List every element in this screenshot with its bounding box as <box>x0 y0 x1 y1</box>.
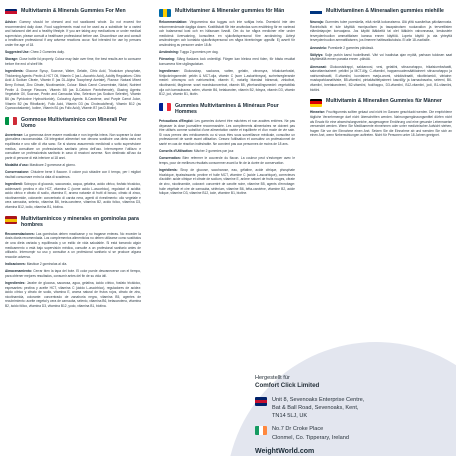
paragraph-text: Fruchtgummis sollten gekaut und nicht im Ganzen geschluckt werden. Die empfohlene tägliche Verzehrmenge darf nicht überschritten werden. Nahrungsergänzungsmittel dürfen nicht als Ersatz für eine abwechslungsreiche, ausgewogene Ernährung und eine gesunde Lebensweise verwendet werden. Wenn Sie Medikamente einnehmen oder unter medizinischer Aufsicht stehen, fragen Sie vor der Einnahme einen Arzt. Setzen Sie die Einnahme ab und wenden Sie sich an einen Arzt, wenn Nebenwirkungen auftreten. Nicht für Personen unter 18 Jahren geeignet. <box>310 110 453 138</box>
section-title: Multivitamin & Mineralien Gummies für Männer <box>326 98 442 105</box>
paragraph-label: Ingredienti: <box>5 182 23 187</box>
section-paragraph <box>5 57 141 66</box>
paragraph-text: Glucose Syrup, Sucrose, Water, Gelatin, Citric Acid, Tricalcium phosphate, Thickening Agents: Pectin & HCT Oil, Vitamin C (as L-Ascorbic Acid), Acidity Regulators: Citric Acid & Sodium Citrate, Vitamin E (as DL-Alpha Tocopheryl Acetate), Flavour: Natural Mixed Berry Extract, Zinc Citrate, Nicotinamide, Colour: Black Carrot Concentrate, Nickel, Nutrient Pectin & Orange Flavours, Vitamin B5 (as D-Calcium Pantothenate), Glazing Agents: Vegetable Oil, Sucrose, Pectin and Carnauba Wax, Selenium (as Sodium Selenite), Vitamin B6 (as Pyridoxine Hydrochloride), Colouring Agents: B-Carotene, and Purple Carrot Juice, Vitamin B2 (as Riboflavin), Folic Acid, Vitamin D3 (as Cholecalciferol), Vitamin B12 (as Cyanocobalamin), Iodine, Vitamin B1 (as Folic Acid), Vitamin B7 (as D-Biotin). <box>5 69 142 111</box>
section-header <box>310 98 452 107</box>
section-paragraph <box>310 53 452 62</box>
paragraph-label: Modalità d'uso: <box>5 163 29 167</box>
section-sv <box>159 8 295 97</box>
section-paragraph <box>159 168 295 196</box>
section-paragraph <box>5 20 141 48</box>
paragraph-text: Stäng flaskans lock ordentligt. Färgen kan blekna med tiden, för bästa resultat konsumera före utgångsdatum. <box>159 57 295 67</box>
paragraph-text: Sulje purkin kansi huolellisesti. Väri voi haalistua ajan myötä, parhaan tuloksen saat käyttämällä ennen parasta ennen -päivää. <box>310 52 452 62</box>
manufacturer-block <box>255 374 445 456</box>
es-flag-icon <box>5 216 17 224</box>
section-header <box>5 216 141 229</box>
paragraph-text: Jarabe de glucosa, sacarosa, agua, gelatina, ácido cítrico, fosfato tricálcico, espesantes: pectina y aceite HCT, vitamina C (ácido L-ascórbico), reguladores de acidez: ácido cítrico y citrato de sodio, vitamina E, aroma natural de frutos rojos, citrato de zinc, nicotinamida, colorante: concentrado de zanahoria negra, vitamina B5, agentes de recubrimiento: aceite vegetal y cera de carnauba, selenio, vitamina B6, betacaroteno, vitamina B2, ácido fólico, vitamina D3, vitamina B12, yodo, vitamina B1, biotina. <box>5 280 142 308</box>
section-title: Multivitamiinen & Mineraalien gummies miehille <box>326 8 444 14</box>
paragraph-text: Sciroppo di glucosio, saccarosio, acqua, gelatina, acido citrico, fosfato tricalcico, addensanti: pectina e olio HCT, vitamina C (come acido L-ascorbico), regolatori di acidità: acido citrico e citrato di sodio, vitamina E, aroma naturale di frutti di bosco, citrato di zinco, nicotinammide, colorante: concentrato di carota nera, agenti di rivestimento: olio vegetale e cera carnauba, selenio, vitamina B6, beta-carotene, vitamina B2, acido folico, vitamina D3, vitamina B12, iodio, vitamina B1, biotina. <box>5 182 141 210</box>
paragraph-label: Avvertenze: <box>5 132 24 137</box>
section-header <box>5 8 141 17</box>
paragraph-label: Ainesosat: <box>310 64 327 69</box>
section-title: Multivitamínicos y minerales en gominolas para hombres <box>21 215 139 229</box>
manufacturer-title: Hergestellt für <box>255 375 290 381</box>
paragraph-label: Förvaring: <box>159 57 176 62</box>
section-title: Gummies Multivitamines & Minéraux Pour Hommes <box>175 102 279 116</box>
paragraph-text: Gummy should be chewed and not swallowed whole. Do not exceed the recommended daily dose. Food supplements must not be used as a substitute for a varied and balanced diet and a healthy lifestyle. If you are taking any medications or under medical supervision, please consult a healthcare professional before use. Discontinue use and consult a healthcare professional if any adverse reactions occur. Not intended for use by persons under the age of 18. <box>5 20 142 48</box>
section-title: Multivitamin & Minerals Gummies For Men <box>21 8 126 14</box>
paragraph-label: Recomendaciones: <box>5 231 35 236</box>
section-header <box>310 8 452 17</box>
section-paragraph <box>159 57 295 66</box>
section-paragraph <box>159 156 295 165</box>
paragraph-text: Sirop de glucose, saccharose, eau, gélatine, acide citrique, phosphate tricalcique, épaississants: pectine et huile MCT, vitamine C (acide L-ascorbique), correcteurs d'acidité: acide citrique et citrate de sodium, vitamine E, arôme naturel de fruits rouges, citrate de zinc, nicotinamide, colorant: concentré de carotte noire, vitamine B5, agents d'enrobage: huile végétale et cire de carnauba, sélénium, vitamine B6, bêta-carotène, vitamine B2, acide folique, vitamine D3, vitamine B12, iode, vitamine B1, biotine. <box>159 168 295 196</box>
section-header <box>5 117 141 130</box>
paragraph-label: Användning: <box>159 50 179 55</box>
paragraph-label: Ingredients: <box>5 69 24 74</box>
column-2 <box>159 8 295 202</box>
ireland-flag-icon <box>255 426 267 435</box>
sv-flag-icon <box>159 9 171 17</box>
de-flag-icon <box>310 99 322 107</box>
paragraph-label: Ingredientes: <box>5 280 26 285</box>
uk-flag-icon <box>255 397 267 406</box>
section-es <box>5 216 141 309</box>
section-header <box>159 103 295 116</box>
paragraph-label: Annostelu: <box>310 45 327 50</box>
paragraph-text: Tugga 2 gummies per dag. <box>179 50 219 55</box>
paragraph-label: Ingrédients: <box>159 168 178 173</box>
section-de <box>310 98 452 138</box>
paragraph-text: Bien refermer le couvercle du flacon. La couleur peut s'estomper avec le temps, pour de meilleurs résultats consommer avant la fin de la durée de conservation. <box>159 156 296 165</box>
paragraph-label: Indicaciones: <box>5 261 26 266</box>
paragraph-text: Pureskele 2 gummies päivässä. <box>327 45 374 50</box>
paragraph-label: Suggested Use: <box>5 50 30 55</box>
section-paragraph <box>5 50 141 55</box>
paragraph-text: Masticare 2 gommose al giorno. <box>29 163 76 167</box>
paragraph-label: Almacenamiento: <box>5 269 33 274</box>
section-it <box>5 117 141 210</box>
fi-flag-icon <box>310 9 322 17</box>
paragraph-text: Glukoosisiirappi, sakkaroosi, vesi, gelatiini, sitruunahappo, trikalsiumfosfaatti, sakeuttamisaineet: pektiini ja MCT-öljy, C-vitamiini, happamuudensäätöaineet: sitruunahappo ja natriumsitraatti, E-vitamiini, luontainen marja-aromi, sinkkisitraatti, nikotiiniamidi, väriaine: mustaporkkanatiiviste, B5-vitamiini, pintakäsittelyaineet: kasviöljy ja karnaubavaha, seleeni, B6-vitamiini, beetakaroteeni, B2-vitamiini, foolihappo, D3-vitamiini, B12-vitamiini, jodi, B1-vitamiini, biotiini. <box>310 64 452 92</box>
section-paragraph <box>310 20 452 43</box>
uk-address-row <box>255 396 445 420</box>
paragraph-text: Chew 2 Gummies daily. <box>30 50 65 55</box>
section-paragraph <box>5 133 141 161</box>
paragraph-text: Gummies tulee pureskella, eikä niellä kokonaisena. Älä ylitä suositeltua päiväannosta. Ravintolisiä ei tule käyttää monipuolisen ja tasapainoisen ruokavalion ja terveellisten elämäntapojen korvaajana. Jos käytät lääkkeitä tai olet lääkärin valvonnassa, keskustele terveydenhuollon ammattilaisen kanssa ennen käyttöä. Lopeta käyttö ja ota yhteyttä terveydenhuollon ammattilaiseen, jos ilmenee haittavaikutuksia. Ei alle 18-vuotiaille. <box>310 20 452 43</box>
paragraph-text: Les gummies doivent être mâchées et non avalées entières. Ne pas dépasser la dose journalière recommandée. Les compléments alimentaires ne doivent pas être utilisés comme substitut d'une alimentation variée et équilibrée et d'un mode de vie sain. Si vous prenez des médicaments ou si vous êtes sous surveillance médicale, consultez un professionnel de santé avant utilisation. Cessez l'utilisation et consultez un professionnel de santé en cas de réaction indésirable. Ne convient pas aux personnes de moins de 18 ans. <box>159 118 295 146</box>
section-paragraph <box>310 110 452 138</box>
it-flag-icon <box>5 117 17 125</box>
column-3 <box>310 8 452 144</box>
section-paragraph <box>159 20 295 48</box>
section-fr <box>159 103 295 196</box>
en-flag-icon <box>5 9 17 17</box>
section-paragraph <box>159 69 295 97</box>
paragraph-text: Close bottle lid properly. Colour may fade over time, the best results are to consume before the end of shelf life. <box>5 57 141 67</box>
paragraph-text: Chiudere bene il flacone. Il colore può sbiadire con il tempo, per i migliori risultati consumare entro la data di scadenza. <box>5 170 141 179</box>
section-paragraph <box>5 232 141 260</box>
paragraph-label: Advice: <box>5 20 17 24</box>
column-1 <box>5 8 141 315</box>
paragraph-text: La gommosa deve essere masticata e non ingerita intera. Non superare la dose giornaliera raccomandata. Gli integratori alimentari non devono sostituire una dieta varia ed equilibrata e uno stile di vita sano. Se si stanno assumendo medicinali o sotto supervisione medica, consultare un professionista sanitario prima dell'uso. Interrompere l'utilizzo e consultare un professionista sanitario in caso di reazioni avverse. Non destinato all'uso da parte di persone di età inferiore ai 18 anni. <box>5 132 141 160</box>
ie-address: No.7 Dr Croke Place Clonmel, Co. Tipperary, Ireland <box>272 426 349 441</box>
manufacturer-brand: Comfort Click Limited <box>255 382 320 390</box>
paragraph-label: Säilytys: <box>310 52 324 57</box>
paragraph-label: Conseils d'Utilisation: <box>159 149 193 154</box>
fr-flag-icon <box>159 103 171 111</box>
paragraph-text: Cerrar bien la tapa del bote. El color puede desvanecerse con el tiempo, para obtener mejores resultados, consumir antes del fin de su vida útil. <box>5 269 142 278</box>
paragraph-text: Las gominolas deben masticarse y no tragarse enteras. No exceder la dosis diaria recomendada. Los complementos alimenticios no deben utilizarse como sustitutos de una dieta variada y equilibrada y un estilo de vida saludable. Si está tomando algún medicamento o está bajo supervisión médica, consulte a un profesional sanitario antes de utilizarlo. Interrumpir su uso y consultar a un profesional sanitario si se produce alguna reacción adversa. <box>5 231 141 259</box>
section-paragraph <box>5 69 141 110</box>
paragraph-text: Masticar 2 gominolas al día. <box>26 261 68 266</box>
section-header <box>159 8 295 17</box>
paragraph-label: Rekommendation: <box>159 20 188 24</box>
paragraph-text: Vingummina ska tuggas och inte sväljas hela. Överskrid inte den rekommenderade dagliga dosen. Kosttillskott får inte användas som ersättning för en varierad och balanserad kost och en hälsosam livsstil. Om du tar några mediciner eller under medicinsk övervakning, konsultera en sjukvårdspersonal före användning. Avbryt användningen och kontakta sjukvårdspersonal om några biverkningar uppstår. Ej avsett för användning av personer under 18 år. <box>159 20 295 48</box>
section-fi <box>310 8 452 92</box>
section-paragraph <box>5 262 141 267</box>
paragraph-label: Storage: <box>5 57 19 62</box>
uk-address: Unit 8, Sevenoaks Enterprise Centre, Bat & Ball Road, Sevenoaks, Kent, TN14 5LJ, UK <box>272 397 365 420</box>
paragraph-label: Hinweise: <box>310 110 326 115</box>
section-paragraph <box>5 163 141 168</box>
section-paragraph <box>310 46 452 51</box>
paragraph-label: Ingredienser: <box>159 69 180 74</box>
section-title: Gommose Multivitaminico con Minerali Per Uomo <box>21 116 128 130</box>
section-paragraph <box>5 182 141 210</box>
paragraph-text: Glukossirap, sackaros, vatten, gelatin, citronsyra, trikalciumfosfat, förtjockningsmedel: pektin & MCT-olja, vitamin C (som L-askorbinsyra), surhetsreglerande medel: citronsyra och natriumcitrat, vitamin E, naturlig blandad bärsmak, zinkcitrat, nikotinamid, färgämne: svart morotskoncentrat, vitamin B5, ytbehandlingsmedel: vegetabilisk olja och karnaubavax, selen, vitamin B6, betakaroten, vitamin B2, folsyra, vitamin D3, vitamin B12, jod, vitamin B1, biotin. <box>159 69 295 97</box>
ie-address-row <box>255 425 445 441</box>
paragraph-label: Précautions d'Emploi: <box>159 118 194 123</box>
section-paragraph <box>5 281 141 309</box>
section-paragraph <box>5 269 141 278</box>
section-paragraph <box>5 170 141 179</box>
section-en <box>5 8 141 111</box>
paragraph-label: Conservation: <box>159 156 181 161</box>
paragraph-label: Neuvoja: <box>310 20 324 24</box>
section-paragraph <box>310 65 452 93</box>
section-paragraph <box>159 149 295 154</box>
paragraph-label: Conservazione: <box>5 170 30 175</box>
section-title: Multivitaminer & Mineraler gummies för Män <box>175 8 285 14</box>
paragraph-text: Mâcher 2 gummies par jour. <box>193 149 235 154</box>
section-paragraph <box>159 50 295 55</box>
section-paragraph <box>159 119 295 147</box>
website-link[interactable]: WeightWorld.com <box>255 447 315 455</box>
